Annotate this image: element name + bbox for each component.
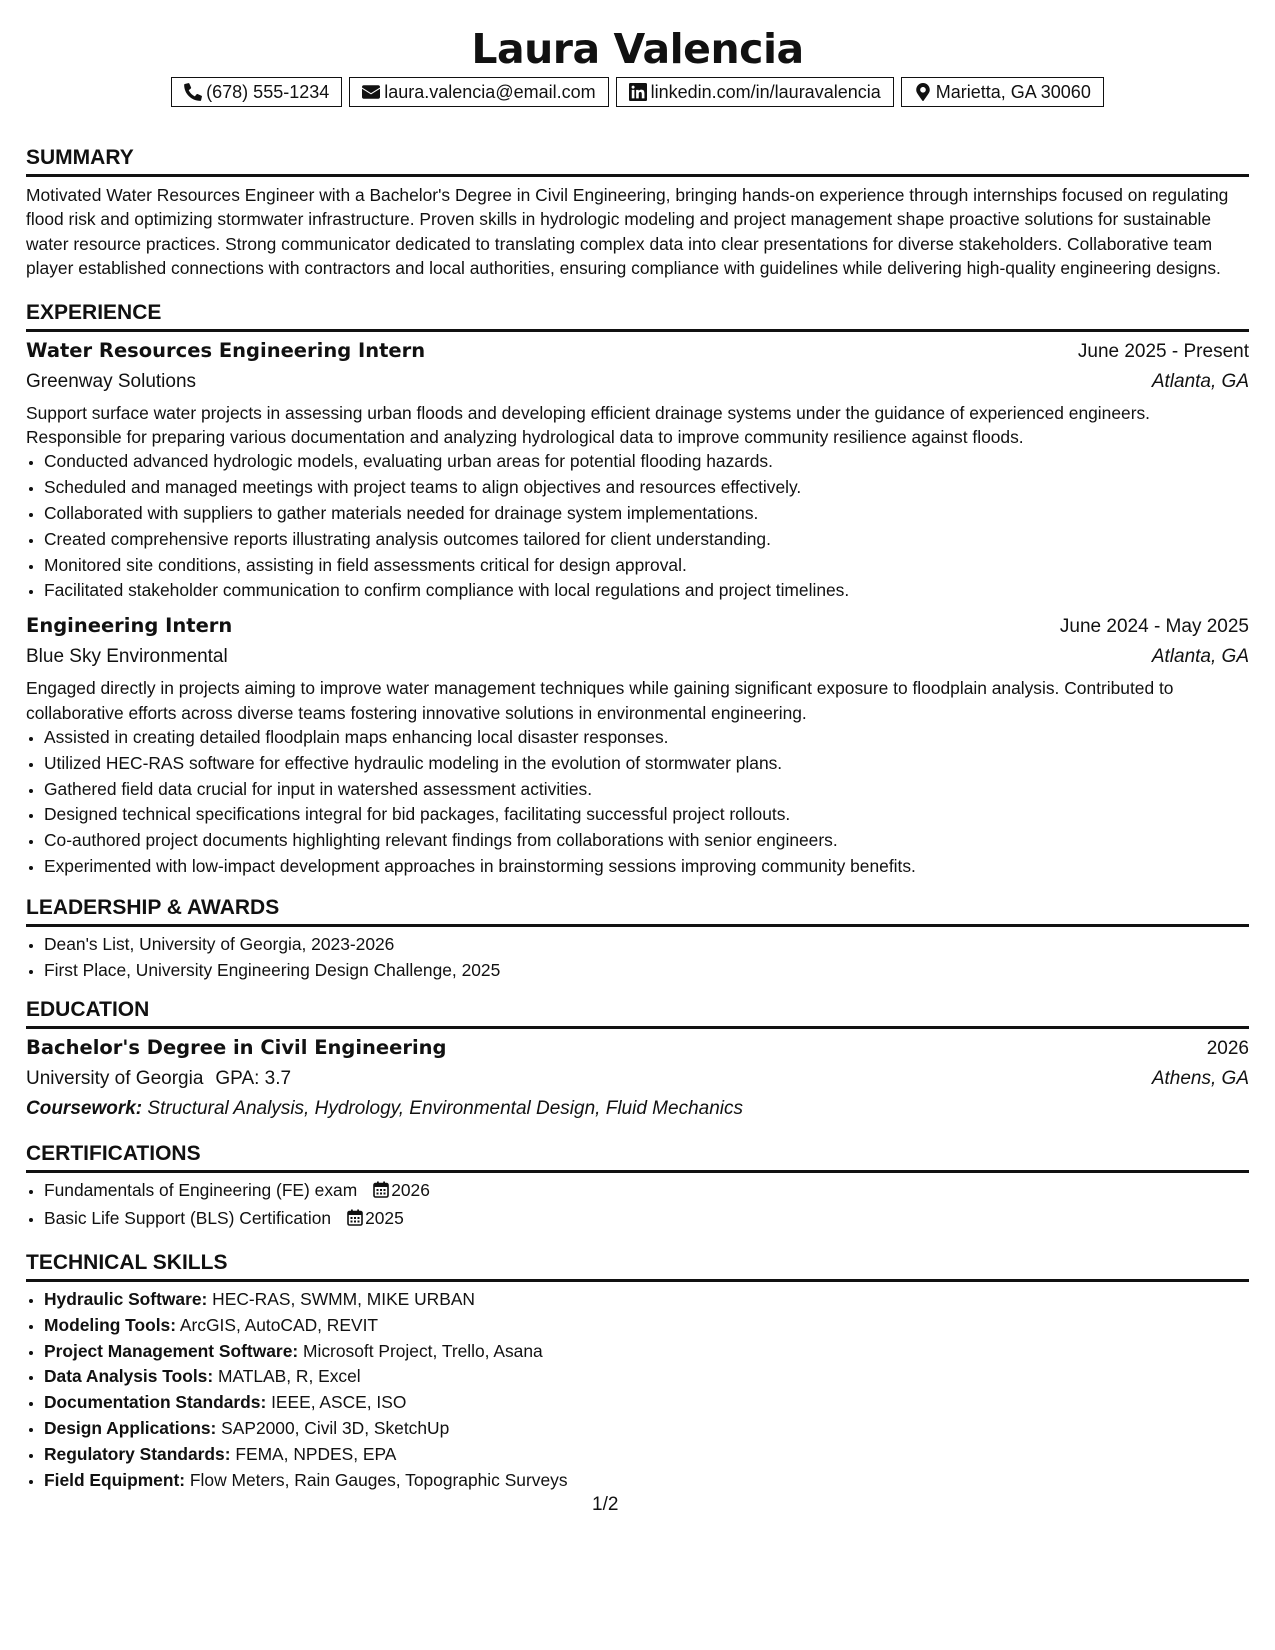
list-item <box>44 1390 1249 1416</box>
skill-label: Design Applications: <box>44 1417 217 1438</box>
linkedin-icon <box>629 83 647 101</box>
skill-value: Microsoft Project, Trello, Asana <box>303 1340 543 1361</box>
job-location: Atlanta, GA <box>1151 370 1249 392</box>
summary-text: Motivated Water Resources Engineer with a Bachelor's Degree in Civil Engineering, bringing hands-on experience through internships focused on regulating flood risk and optimizing stormwater infrastructure. Proven skills in hydrologic modeling and project management shape proactive solutions for sustainable water resource practices. Strong communicator dedicated to translating complex data into clear presentations for diverse stakeholders. Collaborative team player established connections with contractors and local authorities, ensuring compliance with guidelines while delivering high-quality engineering designs. <box>26 185 1229 279</box>
job-company: Greenway Solutions <box>26 370 197 392</box>
skill-label: Data Analysis Tools: <box>44 1366 214 1387</box>
list-item: • Gathered field data crucial for input in watershed assessment activities. <box>44 777 1249 803</box>
skill-label: Modeling Tools: <box>44 1314 177 1335</box>
skill-value: SAP2000, Civil 3D, SketchUp <box>221 1417 450 1438</box>
list-item <box>44 1206 1249 1234</box>
list-item <box>44 1468 1249 1494</box>
cert-year: 2026 <box>391 1180 430 1201</box>
resume-page <box>26 0 1249 1493</box>
list-item: • Designed technical specifications integral for bid packages, facilitating successful project rollouts. <box>44 802 1249 828</box>
list-item <box>44 1178 1249 1206</box>
skill-value: FEMA, NPDES, EPA <box>235 1443 397 1464</box>
leadership-section <box>26 895 1249 984</box>
skill-value: IEEE, ASCE, ISO <box>271 1392 407 1413</box>
list-item: • Co-authored project documents highlighting relevant findings from collaborations with senior engineers. <box>44 828 1249 854</box>
skill-label: Documentation Standards: <box>44 1392 267 1413</box>
summary-heading: SUMMARY <box>26 145 1249 177</box>
list-item: • Assisted in creating detailed floodplain maps enhancing local disaster responses. <box>44 725 1249 751</box>
list-item: • Experimented with low-impact development approaches in brainstorming sessions improving community benefits. <box>44 854 1249 880</box>
summary-section <box>26 145 1249 281</box>
list-item <box>44 1287 1249 1313</box>
skill-label: Field Equipment: <box>44 1469 186 1490</box>
cert-name: Basic Life Support (BLS) Certification <box>44 1208 332 1229</box>
cert-name: Fundamentals of Engineering (FE) exam <box>44 1180 358 1201</box>
contact-email-text: laura.valencia@email.com <box>384 81 596 102</box>
contact-phone-text: (678) 555-1234 <box>206 81 330 102</box>
job-bullets <box>26 725 1249 880</box>
job-company: Blue Sky Environmental <box>26 646 228 668</box>
skill-value: MATLAB, R, Excel <box>217 1366 361 1387</box>
job-dates: June 2024 - May 2025 <box>1059 616 1249 638</box>
job-entry <box>26 611 1249 880</box>
contact-location <box>901 77 1104 107</box>
job-description: Support surface water projects in assessing urban floods and developing efficient drainage systems under the guidance of experienced engineers. Responsible for preparing various documentation and analyzing hydrological data to improve community resilience against floods. <box>26 402 1151 448</box>
list-item: • Utilized HEC-RAS software for effective hydraulic modeling in the evolution of stormwater plans. <box>44 751 1249 777</box>
contact-email[interactable] <box>349 77 608 107</box>
skill-label: Hydraulic Software: <box>44 1289 208 1309</box>
contact-phone <box>171 77 342 107</box>
job-location: Atlanta, GA <box>1151 646 1249 668</box>
candidate-name: Laura Valencia <box>471 25 804 73</box>
phone-icon <box>184 83 202 101</box>
list-item <box>44 1416 1249 1442</box>
contact-bar <box>26 77 1249 107</box>
list-item: • Conducted advanced hydrologic models, evaluating urban areas for potential flooding hazards. <box>44 449 1249 475</box>
education-heading: EDUCATION <box>26 997 1249 1029</box>
leadership-heading: LEADERSHIP & AWARDS <box>26 895 1249 927</box>
gpa: GPA: 3.7 <box>215 1068 292 1090</box>
skill-value: Flow Meters, Rain Gauges, Topographic Surveys <box>189 1469 568 1490</box>
awards-list <box>26 932 1249 984</box>
certifications-list <box>26 1178 1249 1234</box>
list-item <box>44 1339 1249 1365</box>
skill-label: Project Management Software: <box>44 1340 299 1361</box>
list-item: • Facilitated stakeholder communication to confirm compliance with local regulations and project timelines. <box>44 578 1249 604</box>
school-name: University of Georgia <box>26 1068 204 1090</box>
skills-list <box>26 1287 1249 1493</box>
experience-heading: EXPERIENCE <box>26 300 1249 332</box>
education-entry <box>26 1033 1249 1124</box>
list-item: • Dean's List, University of Georgia, 2023-2026 <box>44 932 1249 958</box>
list-item: • Collaborated with suppliers to gather materials needed for drainage system implementations. <box>44 501 1249 527</box>
envelope-icon <box>362 83 380 101</box>
degree-title: Bachelor's Degree in Civil Engineering <box>26 1036 447 1060</box>
skill-value: HEC-RAS, SWMM, MIKE URBAN <box>212 1289 475 1309</box>
list-item <box>44 1442 1249 1468</box>
contact-linkedin[interactable] <box>616 77 894 107</box>
education-section <box>26 997 1249 1124</box>
experience-section <box>26 300 1249 880</box>
coursework-list: Structural Analysis, Hydrology, Environmental Design, Fluid Mechanics <box>147 1098 743 1120</box>
page-number: 1/2 <box>592 1494 619 1515</box>
job-title: Water Resources Engineering Intern <box>26 338 426 362</box>
cert-year: 2025 <box>365 1208 404 1229</box>
map-marker-icon <box>914 83 932 101</box>
list-item: • Created comprehensive reports illustrating analysis outcomes tailored for client understanding. <box>44 527 1249 553</box>
job-dates: June 2025 - Present <box>1077 340 1249 362</box>
coursework-label: Coursework: <box>26 1098 143 1120</box>
skills-heading: TECHNICAL SKILLS <box>26 1250 1249 1282</box>
list-item: • Scheduled and managed meetings with project teams to align objectives and resources effectively. <box>44 475 1249 501</box>
contact-linkedin-text: linkedin.com/in/lauravalencia <box>650 81 881 102</box>
list-item: • First Place, University Engineering Design Challenge, 2025 <box>44 958 1249 984</box>
list-item: • Monitored site conditions, assisting in field assessments critical for design approval. <box>44 553 1249 579</box>
calendar-icon <box>347 1208 363 1234</box>
job-bullets <box>26 449 1249 604</box>
list-item <box>44 1313 1249 1339</box>
skill-value: ArcGIS, AutoCAD, REVIT <box>179 1314 379 1335</box>
certifications-section <box>26 1141 1249 1234</box>
graduation-year: 2026 <box>1206 1038 1249 1060</box>
contact-location-text: Marietta, GA 30060 <box>935 81 1091 102</box>
job-description: Engaged directly in projects aiming to improve water management techniques while gaining significant exposure to floodplain analysis. Contributed to collaborative efforts across diverse teams fostering innovative solutions in environmental engineering. <box>26 678 1174 723</box>
list-item <box>44 1364 1249 1390</box>
skills-section <box>26 1250 1249 1493</box>
job-title: Engineering Intern <box>26 614 233 638</box>
certifications-heading: CERTIFICATIONS <box>26 1141 1249 1173</box>
calendar-icon <box>373 1180 389 1206</box>
job-entry <box>26 336 1249 605</box>
skill-label: Regulatory Standards: <box>44 1443 231 1464</box>
coursework <box>26 1094 1249 1124</box>
school-location: Athens, GA <box>1151 1068 1249 1090</box>
